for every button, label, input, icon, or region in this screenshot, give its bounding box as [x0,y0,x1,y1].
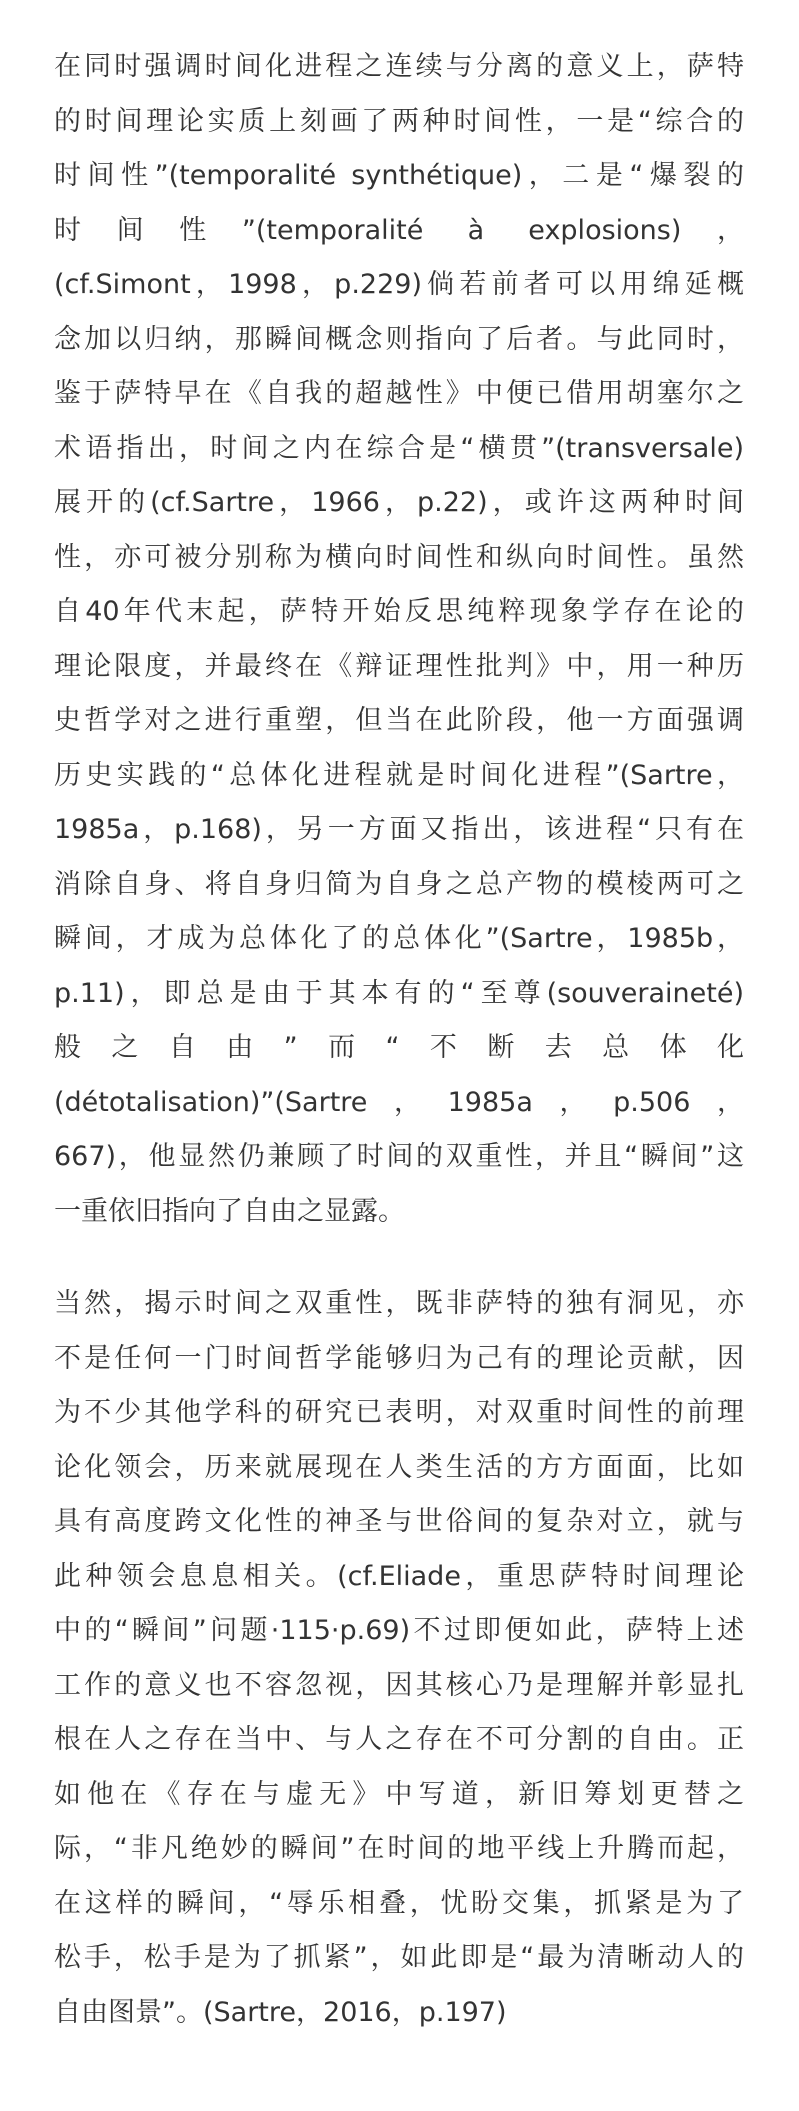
text-line: 性，亦可被分别称为横向时间性和纵向时间性。虽然 [54,541,744,573]
text-line: 在同时强调时间化进程之连续与分离的意义上，萨特 [54,51,744,82]
text-line: 理论限度，并最终在《辩证理性批判》中，用一种历 [54,650,744,682]
text-line: 中的“瞬间”问题·115·p.69)不过即便如此，萨特上述 [54,1615,744,1646]
text-line: 1985a，p.168)，另一方面又指出，该进程“只有在 [54,814,744,845]
text-line: 具有高度跨文化性的神圣与世俗间的复杂对立，就与 [54,1506,744,1537]
text-line: 瞬间，才成为总体化了的总体化”(Sartre，1985b， [54,923,744,954]
paragraph-1 [54,40,744,1239]
text-line: 论化领会，历来就展现在人类生活的方方面面，比如 [54,1451,744,1483]
text-line: 根在人之存在当中、与人之存在不可分割的自由。正 [54,1724,744,1755]
text-line: 时间性”(temporalité synthétique)，二是“爆裂的 [54,160,744,191]
text-line: 史哲学对之进行重塑，但当在此阶段，他一方面强调 [54,705,744,736]
text-line: 历史实践的“总体化进程就是时间化进程”(Sartre， [54,759,744,791]
text-line: 不是任何一门时间哲学能够归为己有的理论贡献，因 [54,1342,744,1374]
text-line: (cf.Simont，1998，p.229)倘若前者可以用绵延概 [54,269,744,300]
text-line: 展开的(cf.Sartre，1966，p.22)，或许这两种时间 [54,487,744,518]
text-line: 667)，他显然仍兼顾了时间的双重性，并且“瞬间”这 [54,1141,744,1172]
text-line: (détotalisation)”(Sartre，1985a，p.506， [54,1086,744,1118]
text-line: p.11)，即总是由于其本有的“至尊(souveraineté) [54,977,744,1009]
text-line: 当然，揭示时间之双重性，既非萨特的独有洞见，亦 [54,1288,744,1319]
text-line: 工作的意义也不容忽视，因其核心乃是理解并彰显扎 [54,1669,744,1701]
text-line: 为不少其他学科的研究已表明，对双重时间性的前理 [54,1397,744,1428]
text-line: 一重依旧指向了自由之显露。 [54,1195,405,1227]
paragraph-2 [54,1277,744,2040]
text-line: 鉴于萨特早在《自我的超越性》中便已借用胡塞尔之 [54,378,744,409]
text-line: 自40年代末起，萨特开始反思纯粹现象学存在论的 [54,596,744,627]
text-line: 术语指出，时间之内在综合是“横贯”(transversale) [54,432,744,464]
text-line: 在这样的瞬间，“辱乐相叠，忧盼交集，抓紧是为了 [54,1887,744,1919]
text-line: 消除自身、将自身归简为自身之总产物的模棱两可之 [54,868,744,900]
text-line: 此种领会息息相关。(cf.Eliade，重思萨特时间理论 [54,1560,744,1592]
text-line: 时间性”(temporalité à explosions)， [54,214,744,246]
text-line: 般之自由”而“不断去总体化 [54,1032,744,1063]
text-line: 如他在《存在与虚无》中写道，新旧筹划更替之 [54,1778,744,1810]
text-line: 自由图景”。(Sartre，2016，p.197) [54,1996,507,2028]
article-body [54,40,744,2040]
text-line: 的时间理论实质上刻画了两种时间性，一是“综合的 [54,105,744,137]
text-line: 际，“非凡绝妙的瞬间”在时间的地平线上升腾而起， [54,1833,744,1864]
text-line: 松手，松手是为了抓紧”，如此即是“最为清晰动人的 [54,1942,744,1973]
text-line: 念加以归纳，那瞬间概念则指向了后者。与此同时， [54,323,744,355]
